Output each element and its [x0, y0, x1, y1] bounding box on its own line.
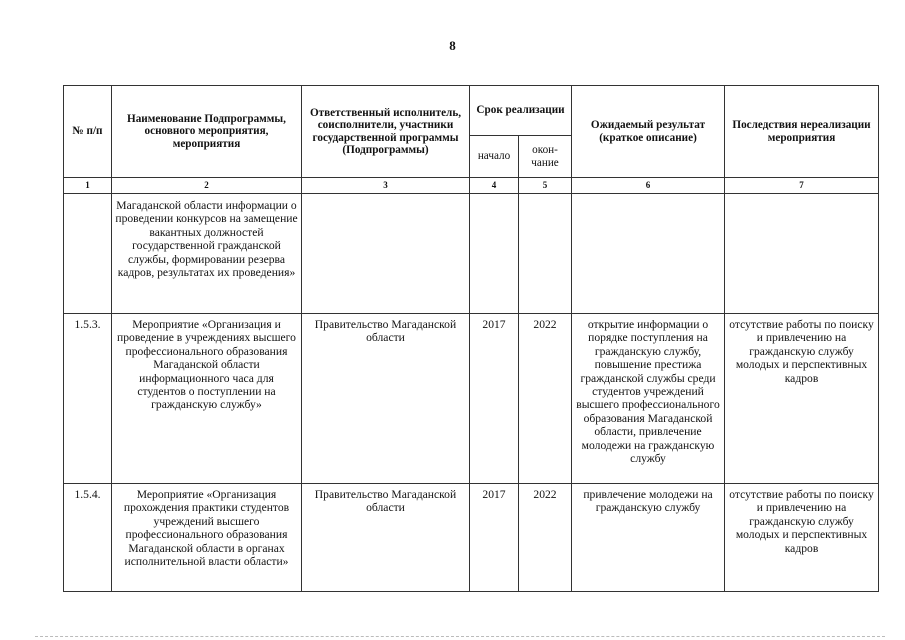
row-start	[470, 194, 519, 314]
column-number: 4	[470, 178, 519, 194]
row-end: 2022	[519, 484, 572, 592]
scan-edge-line	[35, 636, 885, 637]
row-num	[64, 194, 112, 314]
table-row	[64, 484, 879, 592]
column-number: 1	[64, 178, 112, 194]
header-executor: Ответственный исполнитель, соисполнители, участники государственной программы (Подпрограммы)	[302, 86, 470, 178]
row-num: 1.5.3.	[64, 314, 112, 484]
header-num: № п/п	[64, 86, 112, 178]
table-row	[64, 314, 879, 484]
column-number: 6	[572, 178, 725, 194]
row-name: Мероприятие «Организация прохождения практики студентов учреждений высшего профессионального образования Магаданской области в органах исполнительной власти области»	[112, 484, 302, 592]
row-executor	[302, 194, 470, 314]
table-row	[64, 194, 879, 314]
row-result: открытие информации о порядке поступления на гражданскую службу, повышение престижа гражданской службы среди студентов учреждений высшего профессионального образования Магаданской области, привлечение молодежи на гражданскую службу	[572, 314, 725, 484]
header-row-top	[64, 86, 879, 136]
row-executor: Правительство Магаданской области	[302, 314, 470, 484]
row-name: Мероприятие «Организация и проведение в учреждениях высшего профессионального образования Магаданской области информационного часа для студентов о поступлении на гражданскую службу»	[112, 314, 302, 484]
column-number: 3	[302, 178, 470, 194]
row-consequences	[725, 194, 879, 314]
header-end: окон-чание	[519, 136, 572, 178]
program-activities-table	[63, 85, 879, 592]
header-name: Наименование Подпрограммы, основного мероприятия, мероприятия	[112, 86, 302, 178]
header-start: начало	[470, 136, 519, 178]
row-consequences: отсутствие работы по поиску и привлечению на гражданскую службу молодых и перспективных кадров	[725, 484, 879, 592]
column-number: 2	[112, 178, 302, 194]
header-consequences: Последствия нереализации мероприятия	[725, 86, 879, 178]
row-consequences: отсутствие работы по поиску и привлечению на гражданскую службу молодых и перспективных кадров	[725, 314, 879, 484]
column-number: 7	[725, 178, 879, 194]
header-result: Ожидаемый результат (краткое описание)	[572, 86, 725, 178]
row-result	[572, 194, 725, 314]
page-number: 8	[449, 38, 456, 53]
row-start: 2017	[470, 314, 519, 484]
row-start: 2017	[470, 484, 519, 592]
row-num: 1.5.4.	[64, 484, 112, 592]
column-number-row	[64, 178, 879, 194]
row-result: привлечение молодежи на гражданскую службу	[572, 484, 725, 592]
row-end	[519, 194, 572, 314]
column-number: 5	[519, 178, 572, 194]
row-executor: Правительство Магаданской области	[302, 484, 470, 592]
row-end: 2022	[519, 314, 572, 484]
row-name: Магаданской области информации о проведении конкурсов на замещение вакантных должностей государственной гражданской службы, формировании резерва кадров, результатах их проведения»	[112, 194, 302, 314]
header-term: Срок реализации	[470, 86, 572, 136]
